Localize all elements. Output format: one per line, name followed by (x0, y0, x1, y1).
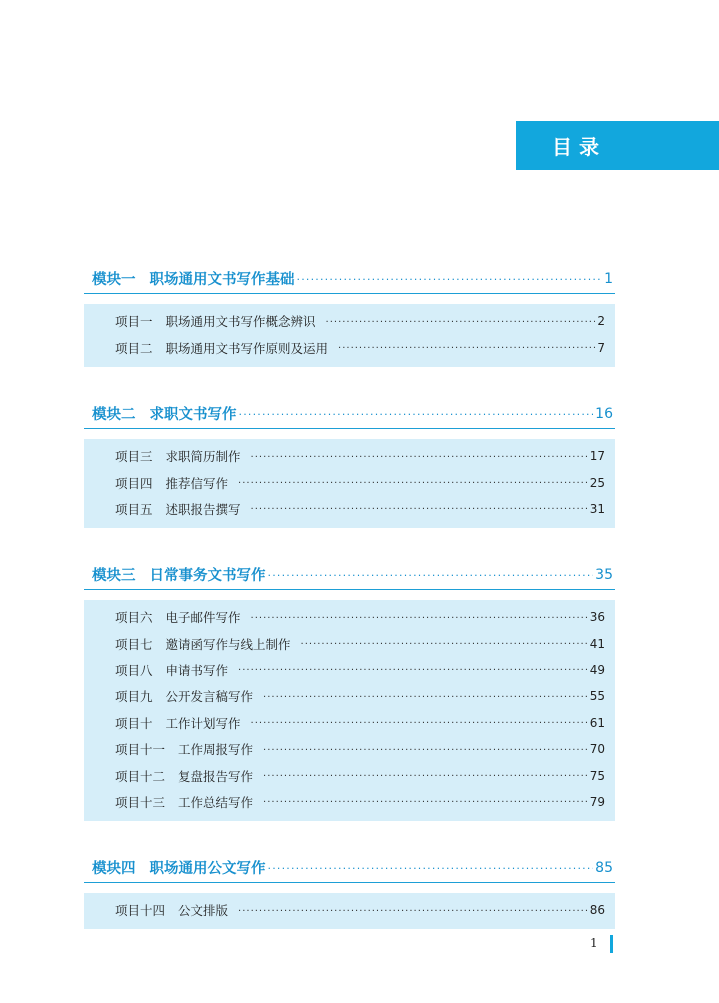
page-number-bar (610, 935, 613, 953)
toc-item[interactable] (84, 789, 615, 815)
toc-item[interactable] (84, 710, 615, 736)
toc-item[interactable] (84, 308, 615, 334)
item-name: 述职报告撰写 (165, 501, 241, 517)
item-name: 邀请函写作与线上制作 (165, 636, 291, 652)
module-name: 职场通用公文写作 (149, 861, 266, 877)
item-label: 项目五 (115, 501, 153, 517)
module-page: 1 (604, 270, 613, 287)
module-heading[interactable] (84, 264, 615, 294)
module-name: 求职文书写作 (149, 407, 237, 423)
item-name: 电子邮件写作 (165, 610, 241, 626)
dot-leader (251, 504, 588, 515)
toc-item[interactable] (84, 683, 615, 709)
item-label: 项目四 (115, 475, 153, 491)
module-page: 85 (595, 859, 613, 876)
toc-item[interactable] (84, 334, 615, 360)
item-page: 75 (589, 768, 605, 783)
item-page: 31 (589, 501, 605, 516)
item-label: 项目十二 (115, 768, 166, 784)
item-name: 工作周报写作 (178, 742, 254, 758)
module-label: 模块三 (92, 568, 136, 584)
dot-leader (251, 718, 588, 729)
item-name: 工作计划写作 (165, 715, 241, 731)
toc-item[interactable] (84, 469, 615, 495)
item-page: 41 (589, 636, 605, 651)
dot-leader (268, 569, 594, 582)
item-page: 61 (589, 715, 605, 730)
item-name: 公开发言稿写作 (165, 689, 254, 705)
dot-leader (238, 665, 588, 676)
item-label: 项目十三 (115, 794, 166, 810)
item-label: 项目八 (115, 662, 153, 678)
item-page: 70 (589, 742, 605, 757)
dot-leader (263, 771, 588, 782)
dot-leader (238, 478, 588, 489)
toc-item[interactable] (84, 736, 615, 762)
toc-item[interactable] (84, 897, 615, 923)
module-label: 模块二 (92, 407, 136, 423)
page-number: 1 (590, 936, 598, 950)
module-section (84, 264, 615, 367)
item-label: 项目十 (115, 715, 153, 731)
dot-leader (326, 317, 596, 328)
item-label: 项目七 (115, 636, 153, 652)
item-name: 申请书写作 (165, 662, 229, 678)
dot-leader (239, 408, 594, 421)
dot-leader (263, 692, 588, 703)
module-heading[interactable] (84, 853, 615, 883)
dot-leader (263, 745, 588, 756)
module-section (84, 399, 615, 528)
item-label: 项目六 (115, 610, 153, 626)
dot-leader (251, 452, 588, 463)
item-list (84, 893, 615, 929)
item-page: 79 (589, 794, 605, 809)
module-section (84, 560, 615, 821)
item-label: 项目二 (115, 340, 153, 356)
dot-leader (297, 273, 603, 286)
item-list (84, 439, 615, 528)
toc-item[interactable] (84, 604, 615, 630)
item-list (84, 600, 615, 821)
item-page: 17 (589, 449, 605, 464)
toc-item[interactable] (84, 496, 615, 522)
item-name: 职场通用文书写作概念辨识 (165, 314, 316, 330)
module-name: 日常事务文书写作 (149, 568, 266, 584)
module-page: 16 (595, 405, 613, 422)
item-name: 复盘报告写作 (178, 768, 254, 784)
dot-leader (338, 343, 595, 354)
item-page: 7 (597, 340, 605, 355)
item-label: 项目一 (115, 314, 153, 330)
module-label: 模块四 (92, 861, 136, 877)
dot-leader (301, 639, 588, 650)
module-label: 模块一 (92, 272, 136, 288)
toc-item[interactable] (84, 657, 615, 683)
item-name: 职场通用文书写作原则及运用 (165, 340, 329, 356)
item-page: 2 (597, 314, 605, 329)
dot-leader (251, 613, 588, 624)
item-name: 公文排版 (178, 903, 229, 919)
item-name: 推荐信写作 (165, 475, 229, 491)
item-page: 36 (589, 610, 605, 625)
toc-item[interactable] (84, 443, 615, 469)
dot-leader (263, 797, 588, 808)
item-name: 求职简历制作 (165, 449, 241, 465)
item-list (84, 304, 615, 367)
item-label: 项目三 (115, 449, 153, 465)
dot-leader (238, 906, 588, 917)
module-heading[interactable] (84, 560, 615, 590)
module-section (84, 853, 615, 929)
item-label: 项目十一 (115, 742, 166, 758)
item-name: 工作总结写作 (178, 794, 254, 810)
toc-item[interactable] (84, 762, 615, 788)
item-label: 项目十四 (115, 903, 166, 919)
module-heading[interactable] (84, 399, 615, 429)
dot-leader (268, 862, 594, 875)
item-page: 25 (589, 475, 605, 490)
toc-item[interactable] (84, 630, 615, 656)
item-label: 项目九 (115, 689, 153, 705)
toc-title: 目 录 (516, 121, 719, 170)
item-page: 49 (589, 662, 605, 677)
item-page: 55 (589, 689, 605, 704)
module-page: 35 (595, 566, 613, 583)
item-page: 86 (589, 903, 605, 918)
module-name: 职场通用文书写作基础 (149, 272, 295, 288)
